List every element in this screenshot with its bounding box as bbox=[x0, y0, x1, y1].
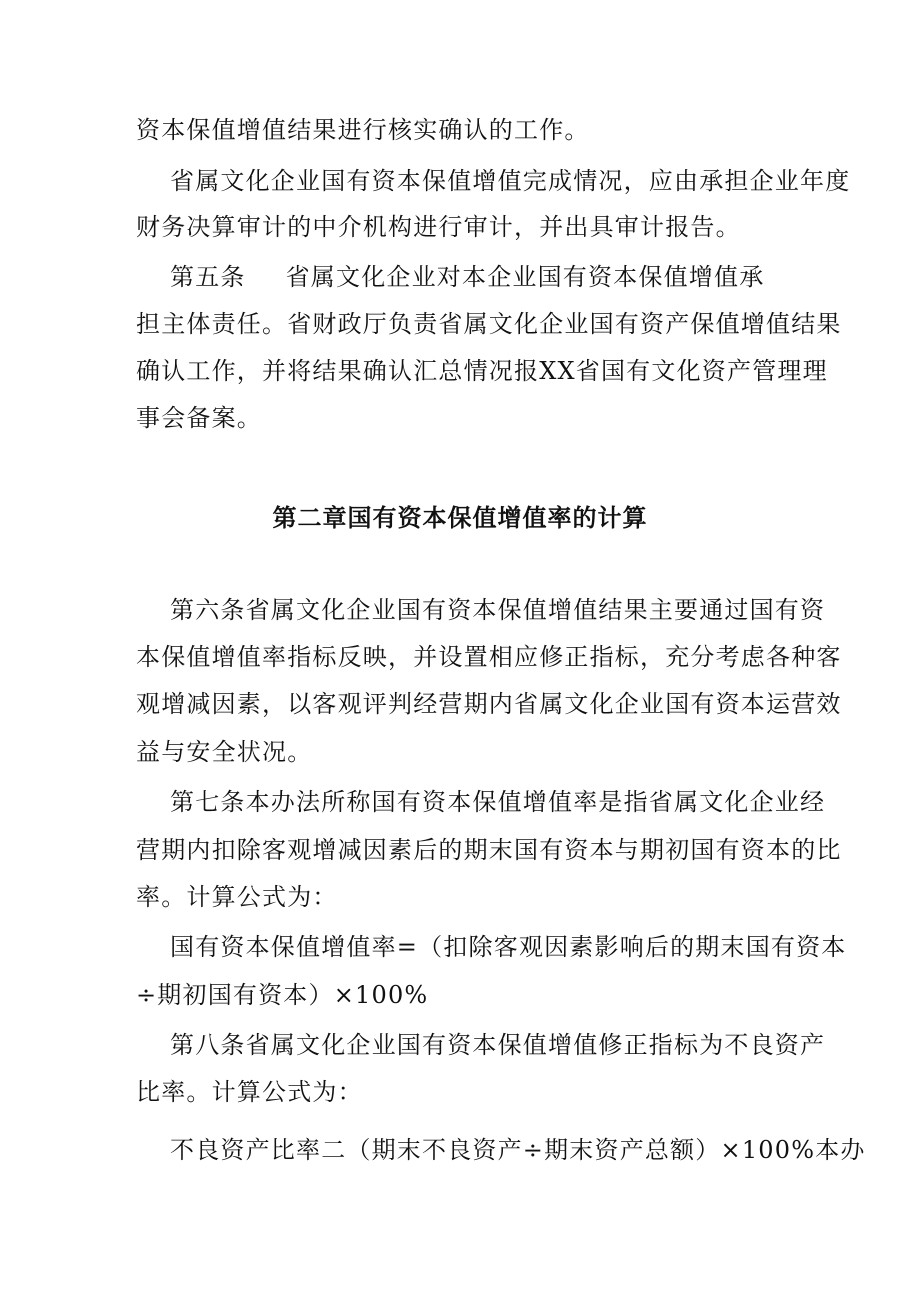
paragraph-line: 率。计算公式为： bbox=[136, 883, 338, 911]
paragraph-line: 比率。计算公式为： bbox=[136, 1078, 363, 1106]
paragraph-line: 第八条省属文化企业国有资本保值增值修正指标为不良资产 bbox=[170, 1031, 826, 1059]
paragraph-line: 第六条省属文化企业国有资本保值增值结果主要通过国有资 bbox=[170, 596, 826, 624]
paragraph-line: 益与安全状况。 bbox=[136, 738, 313, 766]
paragraph-line: 资本保值增值结果进行核实确认的工作。 bbox=[136, 116, 590, 144]
paragraph-line: 第七条本办法所称国有资本保值增值率是指省属文化企业经 bbox=[170, 788, 826, 816]
paragraph-line: 担主体责任。省财政厅负责省属文化企业国有资产保值增值结果 bbox=[136, 310, 842, 338]
paragraph-line: 营期内扣除客观增减因素后的期末国有资本与期初国有资本的比 bbox=[136, 836, 842, 864]
paragraph-line: 观增减因素，以客观评判经营期内省属文化企业国有资本运营效 bbox=[136, 690, 842, 718]
formula-line: ÷期初国有资本）×100% bbox=[136, 981, 429, 1009]
formula-line: 不良资产比率二（期末不良资产÷期末资产总额）×100%本办 bbox=[170, 1136, 866, 1164]
article-five-line bbox=[170, 260, 764, 294]
article-label: 第五条 bbox=[170, 263, 246, 291]
paragraph-line: 事会备案。 bbox=[136, 404, 262, 432]
paragraph-line: 确认工作，并将结果确认汇总情况报XX省国有文化资产管理理 bbox=[136, 357, 828, 385]
paragraph-line: 本保值增值率指标反映，并设置相应修正指标，充分考虑各种客 bbox=[136, 643, 842, 671]
article-text: 省属文化企业对本企业国有资本保值增值承 bbox=[285, 263, 765, 291]
paragraph-line: 省属文化企业国有资本保值增值完成情况，应由承担企业年度 bbox=[170, 167, 851, 195]
chapter-heading: 第二章国有资本保值增值率的计算 bbox=[272, 503, 648, 532]
paragraph-line: 财务决算审计的中介机构进行审计，并出具审计报告。 bbox=[136, 213, 741, 241]
formula-line: 国有资本保值增值率=（扣除客观因素影响后的期末国有资本 bbox=[170, 933, 847, 961]
